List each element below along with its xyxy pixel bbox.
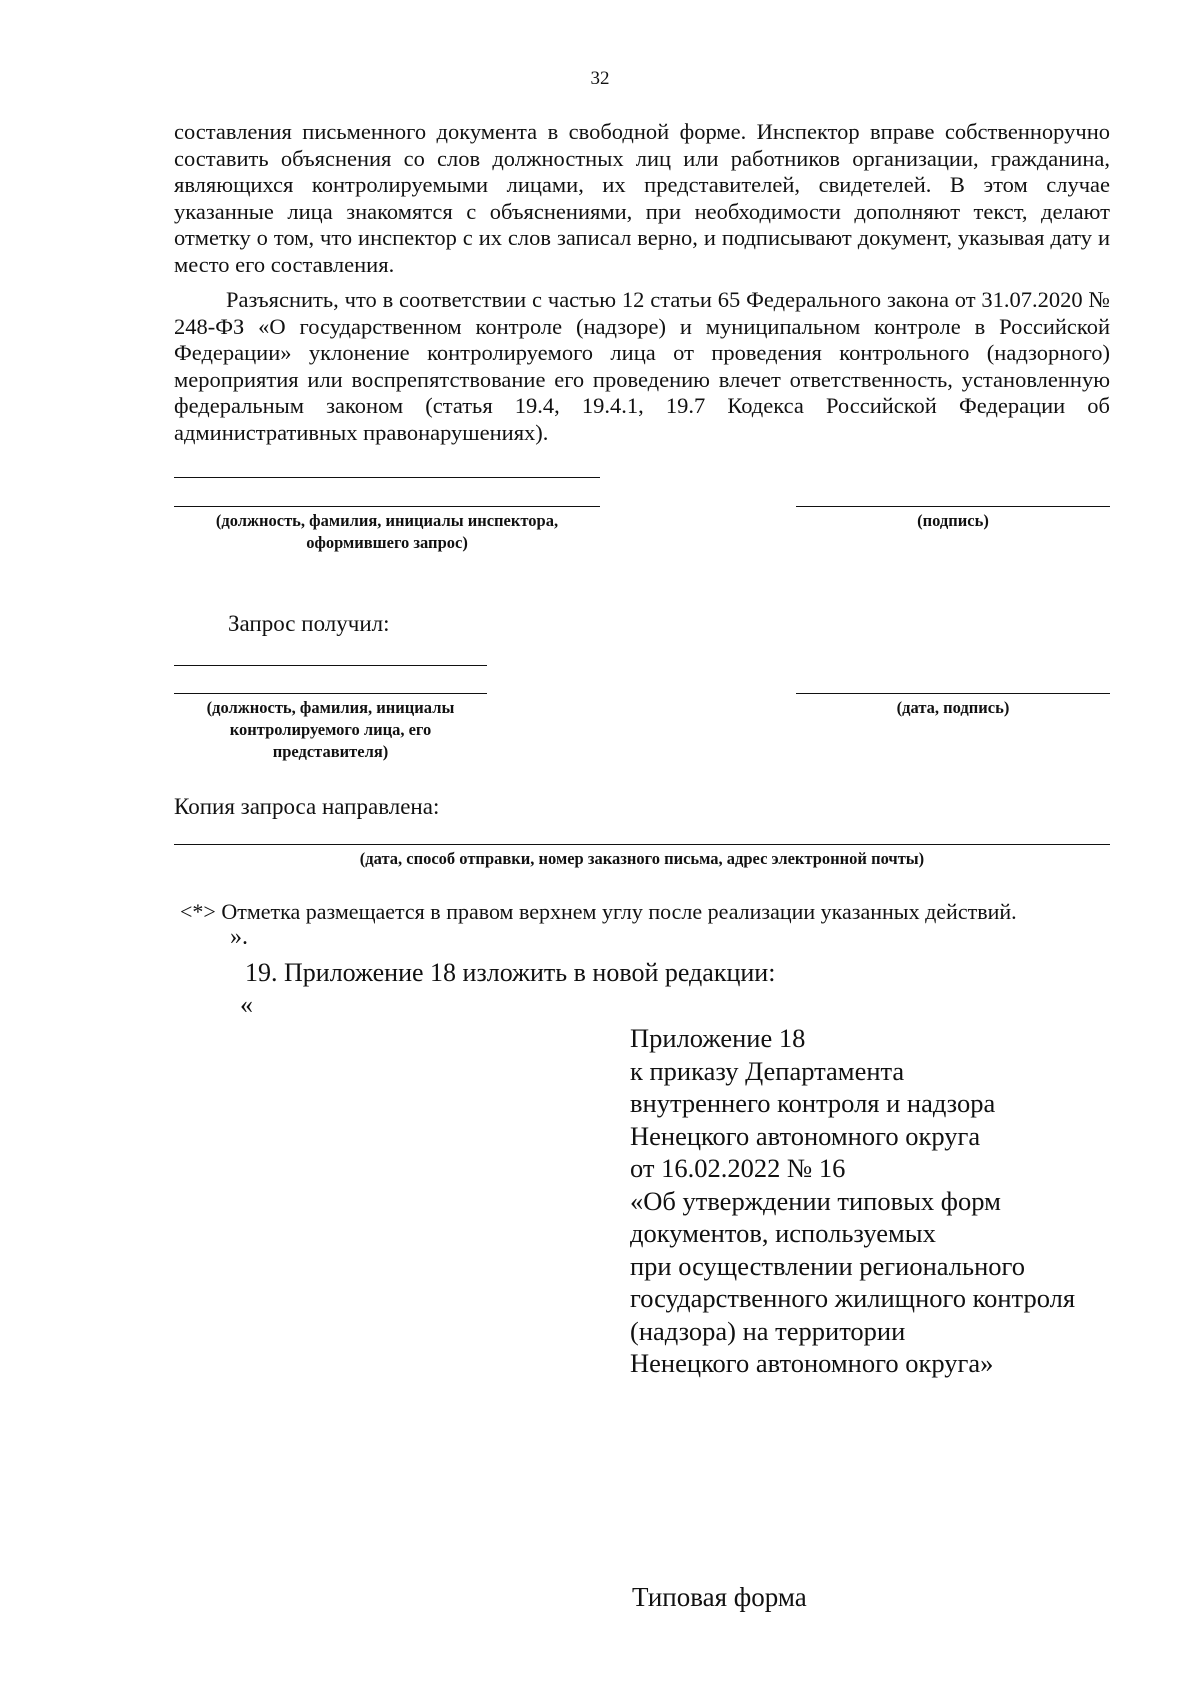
appendix-line: от 16.02.2022 № 16	[630, 1153, 846, 1183]
item-19: 19. Приложение 18 изложить в новой редакции:	[245, 958, 776, 987]
caption-line: контролируемого лица, его	[229, 720, 432, 739]
appendix-line: документов, используемых	[630, 1218, 936, 1248]
signature-line	[174, 477, 600, 478]
caption-line: (должность, фамилия, инициалы	[206, 698, 455, 717]
appendix-line: «Об утверждении типовых форм	[630, 1185, 1001, 1216]
body-paragraph-2	[174, 287, 1110, 446]
appendix-header	[630, 1022, 1150, 1380]
caption-line: оформившего запрос)	[306, 533, 468, 552]
appendix-line: государственного жилищного контроля	[630, 1283, 1076, 1313]
copy-sent-label: Копия запроса направлена:	[174, 794, 440, 819]
appendix-line: внутреннего контроля и надзора	[630, 1088, 996, 1118]
date-signature-caption: (дата, подпись)	[896, 698, 1010, 717]
appendix-line: Ненецкого автономного округа»	[630, 1348, 994, 1378]
body-paragraph-1	[174, 119, 1110, 278]
typical-form-title: Типовая форма	[632, 1582, 807, 1612]
footnote: <*> Отметка размещается в правом верхнем углу после реализации указанных действий.	[180, 899, 1017, 924]
signature-line	[174, 844, 1110, 845]
received-label: Запрос получил:	[228, 611, 390, 636]
appendix-line: Ненецкого автономного округа	[630, 1120, 981, 1151]
appendix-line: при осуществлении регионального	[630, 1250, 1025, 1281]
closing-quote: ».	[230, 924, 248, 950]
recipient-caption	[174, 697, 487, 763]
appendix-line: (надзора) на территории	[630, 1315, 906, 1346]
paragraph-2-text: Разъяснить, что в соответствии с частью 12 статьи 65 Федерального закона от 31.07.2020 № 248-ФЗ «О государственном контроле (надзоре) и муниципальном контроле в Российской Федерации» уклонение контролируемого лица от проведения контрольного (надзорного) мероприятия или воспрепятствование его проведению влечет ответственность, установленную федеральным законом (статья 19.4, 19.4.1, 19.7 Кодекса Российской Федерации об административных правонарушениях).	[174, 287, 1110, 445]
signature-line	[174, 693, 487, 694]
signature-line	[796, 506, 1110, 507]
copy-caption: (дата, способ отправки, номер заказного письма, адрес электронной почты)	[359, 849, 925, 868]
appendix-line: к приказу Департамента	[630, 1055, 905, 1086]
signature-line	[174, 506, 600, 507]
caption-line: (должность, фамилия, инициалы инспектора,	[215, 511, 559, 530]
signature-caption: (подпись)	[917, 511, 989, 530]
paragraph-1-text: составления письменного документа в свободной форме. Инспектор вправе собственноручно составить объяснения со слов должностных лиц или работников организации, гражданина, являющихся контролируемыми лицами, их представителей, свидетелей. В этом случае указанные лица знакомятся с объяснениями, при необходимости дополняют текст, делают отметку о том, что инспектор с их слов записал верно, и подписывают документ, указывая дату и место его составления.	[174, 119, 1110, 277]
caption-line: представителя)	[272, 742, 389, 761]
signature-line	[796, 693, 1110, 694]
signature-line	[174, 665, 487, 666]
opening-quote: «	[240, 990, 253, 1019]
page-number: 32	[590, 68, 610, 89]
inspector-caption	[174, 510, 600, 554]
appendix-line: Приложение 18	[630, 1023, 806, 1053]
